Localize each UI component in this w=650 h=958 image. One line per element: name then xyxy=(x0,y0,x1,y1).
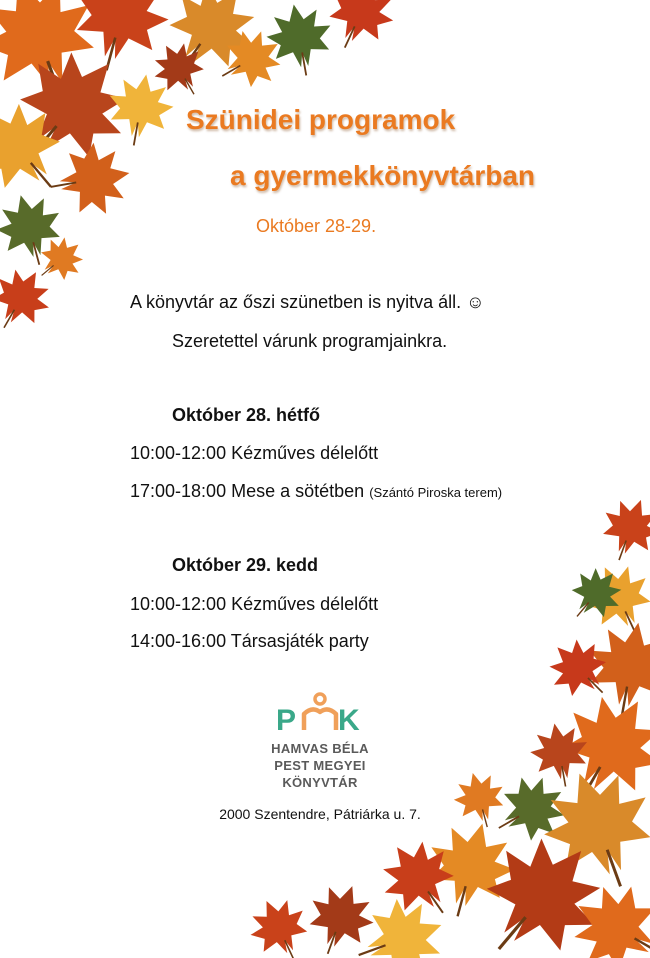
day-heading: Október 28. hétfő xyxy=(172,405,321,425)
library-name-line-3: KÖNYVTÁR xyxy=(282,775,358,790)
program-text: 10:00-12:00 Kézműves délelőtt xyxy=(130,594,379,614)
logo-person-body xyxy=(304,709,336,730)
title-line-2: a gyermekkönyvtárban xyxy=(230,160,536,191)
logo-letter-p: P xyxy=(276,704,297,736)
intro-line-1: A könyvtár az őszi szünetben is nyitva áll. ☺ xyxy=(130,292,485,312)
program-item xyxy=(130,631,369,652)
title-line-1: Szünidei programok xyxy=(186,104,456,135)
day-heading: Október 29. kedd xyxy=(172,555,319,575)
library-name-line-1: HAMVAS BÉLA xyxy=(271,741,369,756)
library-name xyxy=(240,740,400,791)
library-logo xyxy=(274,690,366,736)
program-item xyxy=(130,443,378,464)
event-dates: Október 28-29. xyxy=(256,216,377,236)
intro-line-2: Szeretettel várunk programjainkra. xyxy=(172,331,448,351)
program-text: 10:00-12:00 Kézműves délelőtt xyxy=(130,443,379,463)
program-text: 17:00-18:00 Mese a sötétben xyxy=(130,481,365,501)
logo-letter-k: K xyxy=(338,704,360,736)
logo-person-head xyxy=(315,694,325,704)
program-item xyxy=(130,594,378,615)
library-name-line-2: PEST MEGYEI xyxy=(274,758,366,773)
program-location-note: (Szántó Piroska terem) xyxy=(369,485,503,500)
program-item xyxy=(130,481,502,502)
library-address: 2000 Szentendre, Pátriárka u. 7. xyxy=(219,806,421,822)
program-text: 14:00-16:00 Társasjáték party xyxy=(130,631,369,651)
